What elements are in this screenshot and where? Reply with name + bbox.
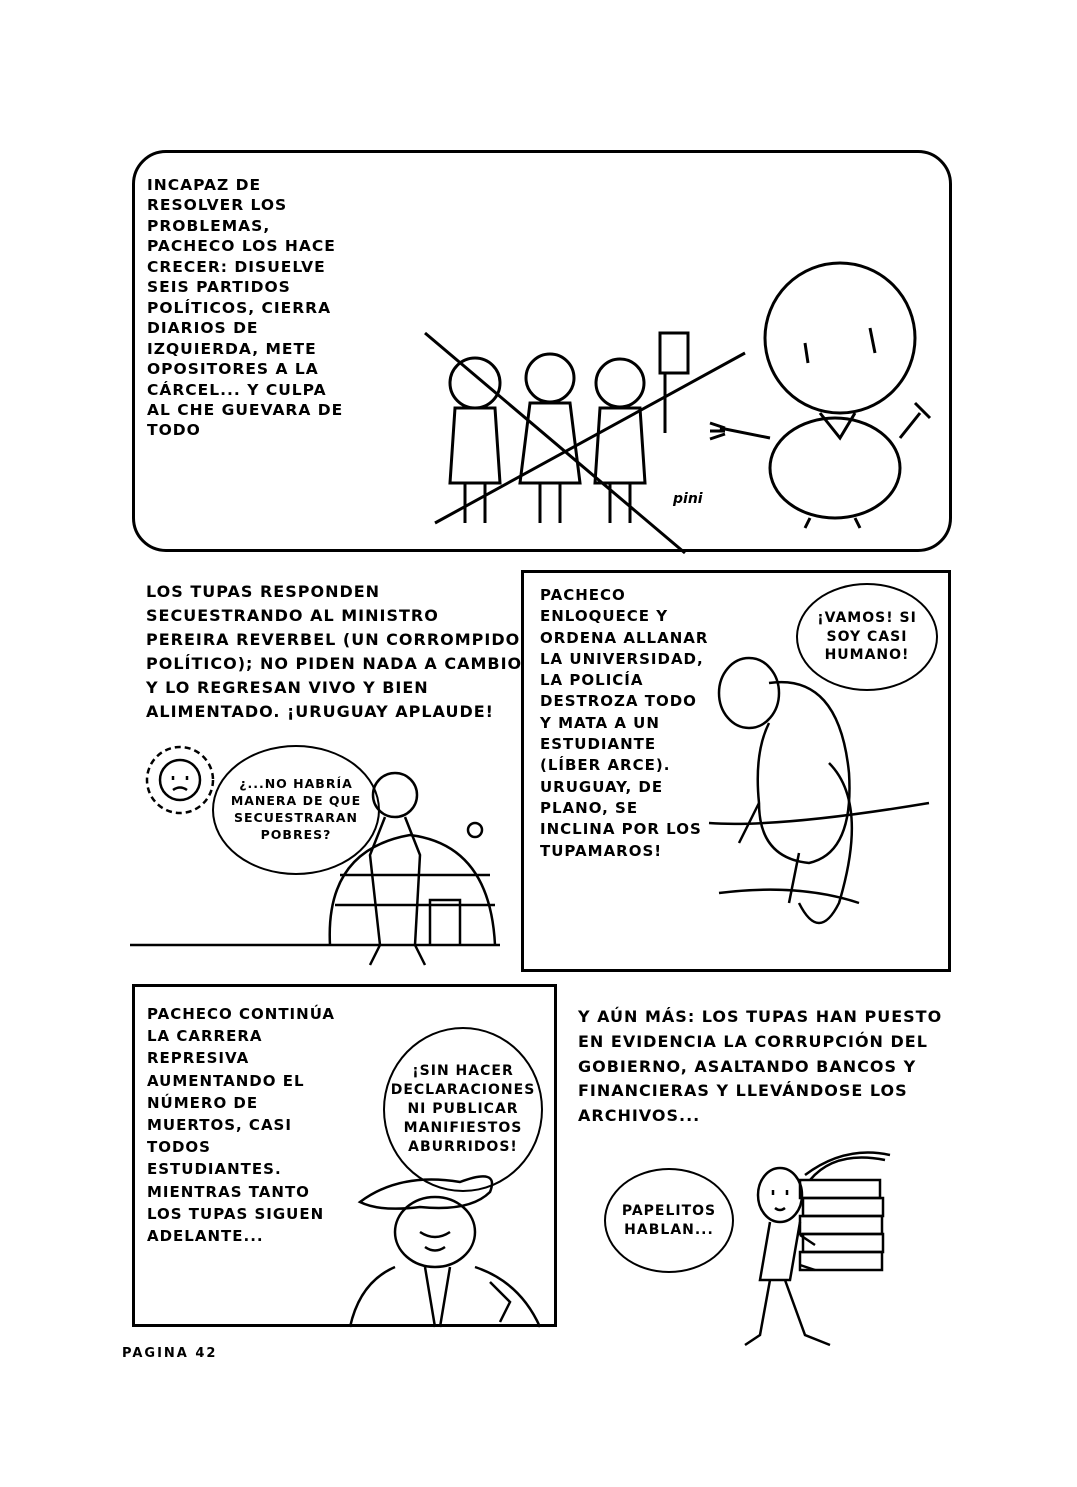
panel-3 [521,570,951,972]
panel-5-caption: Y AÚN MÁS: LOS TUPAS HAN PUESTO EN EVIDENCIA LA CORRUPCIÓN DEL GOBIERNO, ASALTANDO BANCOS Y FINANCIERAS Y LLEVÁNDOSE LOS ARCHIVOS... [578,1007,943,1126]
panel-3-caption: PACHECO ENLOQUECE Y ORDENA ALLANAR LA UNIVERSIDAD, LA POLICÍA DESTROZA TODO Y MATA A UN ESTUDIANTE (LÍBER ARCE). URUGUAY, DE PLANO, SE INCLINA POR LOS TUPAMAROS! [540,586,709,860]
monkey-on-branch-illustration [699,653,939,953]
speech-text: ¿...NO HABRÍA MANERA DE QUE SECUESTRARAN POBRES? [230,776,362,842]
panel-1 [132,150,952,552]
man-and-igloo-illustration [130,755,510,980]
speech-text: ¡SIN HACER DECLARACIONES NI PUBLICAR MANIFIESTOS ABURRIDOS! [390,1063,536,1155]
speech-text: ¡VAMOS! SI SOY CASI HUMANO! [817,609,917,664]
pacheco-round-figure-illustration [690,263,950,533]
panel-4 [132,984,557,1327]
speech-bubble-papelitos [604,1168,734,1273]
panel-4-caption: PACHECO CONTINÚA LA CARRERA REPRESIVA AUMENTANDO EL NÚMERO DE MUERTOS, CASI TODOS ESTUDIANTES. MIENTRAS TANTO LOS TUPAS SIGUEN ADELANTE... [147,1005,336,1245]
signature: pini [673,491,703,507]
panel-1-caption: INCAPAZ DE RESOLVER LOS PROBLEMAS, PACHECO LOS HACE CRECER: DISUELVE SEIS PARTIDOS POLÍTICOS, CIERRA DIARIOS DE IZQUIERDA, METE OPOSITORES A LA CÁRCEL... Y CULPA AL CHE GUEVARA DE TODO [147,176,344,440]
speech-bubble-sin-hacer [383,1027,543,1192]
panel-2-caption: LOS TUPAS RESPONDEN SECUESTRANDO AL MINISTRO PEREIRA REVERBEL (UN CORROMPIDO POLÍTICO); NO PIDEN NADA A CAMBIO Y LO REGRESAN VIVO Y BIEN ALIMENTADO. ¡URUGUAY APLAUDE! [146,582,523,721]
man-carrying-books-illustration [735,1140,935,1350]
page-number-label: PAGINA 42 [122,1346,218,1361]
speech-text: PAPELITOS HABLAN... [621,1202,717,1238]
man-with-hat-illustration [340,1172,555,1327]
